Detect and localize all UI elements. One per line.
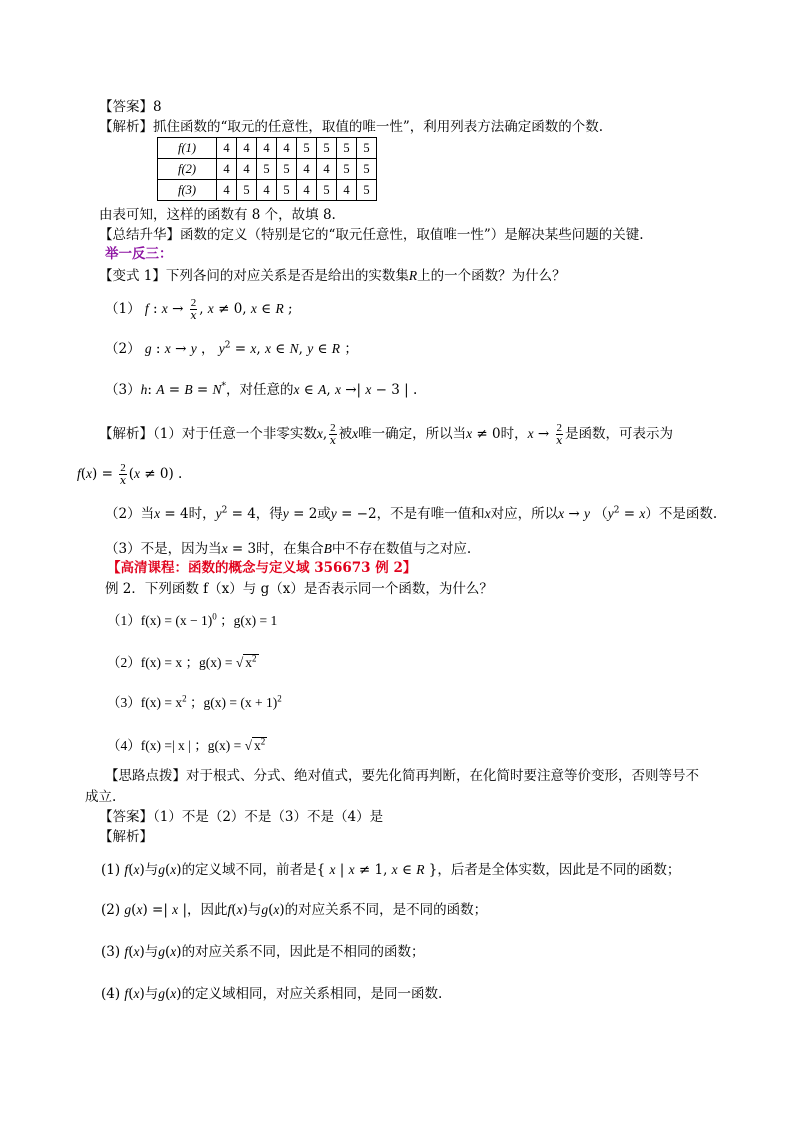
item-prefix: （3） — [105, 382, 141, 398]
table-cell: 4 — [257, 138, 277, 159]
text: ，不是有唯一值和 — [376, 506, 485, 522]
text: 的对应关系不同，是不同的函数； — [284, 902, 488, 918]
text: 被 — [338, 426, 353, 442]
table-cell: 4 — [217, 138, 237, 159]
item-prefix: （2） — [107, 655, 141, 670]
variant-analysis-p3: （3）不是，因为当x = 3时，在集合B中不存在数值与之对应. — [105, 541, 472, 557]
text: ，因此 — [187, 902, 228, 918]
hint-label: 【思路点拨】 — [105, 768, 186, 784]
variant-text-b: 上的一个函数？为什么？ — [417, 268, 566, 284]
table-cell: 4 — [237, 138, 257, 159]
example-item-1: $(1)f(x) = (x - 1)^0$ ；g(x) = 1 — [107, 611, 278, 628]
item-prefix: （1） — [107, 613, 141, 628]
text: 唯一确定，所以当 — [358, 426, 467, 442]
table-row-head: f(3) — [158, 180, 217, 201]
answer-line — [99, 98, 162, 116]
table-cell: 4 — [337, 180, 357, 201]
variant-analysis-formula: f(x) = $\frac{2}{x}$ (x ≠ 0) . — [77, 462, 183, 487]
table-cell: 5 — [317, 138, 337, 159]
table-cell: 5 — [337, 138, 357, 159]
answer-label: 【答案】 — [99, 99, 153, 115]
variant-analysis-p1: 【解析】（1）对于任意一个非零实数x, $\frac{2}{x}$ 被x唯一确定，所以当x ≠ 0时，x → $\frac{2}{x}$ 是函数，可表示为 — [99, 422, 674, 447]
example-item-2: （2）f(x) = x ；g(x) = √ $x^2$ — [107, 653, 257, 670]
answer2-line — [99, 808, 383, 826]
analysis2-l3: (3) f(x)与g(x)的对应关系不同，因此是不相同的函数； — [101, 944, 425, 960]
text: 时， — [188, 506, 216, 522]
table-cell: 5 — [237, 180, 257, 201]
text: 或 — [317, 506, 331, 522]
table-cell: 5 — [257, 159, 277, 180]
table-cell: 4 — [257, 180, 277, 201]
analysis2-l1: (1) f(x)与g(x)的定义域不同，前者是{ x | x ≠ 1, x ∈ R }，后者是全体实数，因此是不同的函数； — [101, 862, 681, 878]
example-item-4: （4）f(x) =| x | ；g(x) = √ $x^2$ — [107, 736, 266, 753]
variant-item-1: （1） f : x → $\frac{2}{x}$ , x ≠ 0, x ∈ R ; — [105, 297, 293, 322]
table-cell: 5 — [357, 159, 377, 180]
table-cell: 5 — [337, 159, 357, 180]
hint-line — [105, 767, 699, 785]
answer-value: 8 — [153, 99, 162, 115]
table-row-head: f(1) — [158, 138, 217, 159]
variant-label: 【变式 1】 — [99, 268, 166, 284]
answer-label: 【答案】 — [99, 809, 153, 825]
text: 是函数，可表示为 — [565, 426, 674, 442]
summary-line — [99, 226, 644, 244]
table-cell: 5 — [297, 138, 317, 159]
text: 的定义域相同，对应关系相同，是同一函数. — [181, 986, 443, 1002]
summary-label: 【总结升华】 — [99, 227, 180, 243]
item-text: ，对任意的 — [226, 382, 294, 398]
table-cell: 4 — [237, 159, 257, 180]
table-cell: 5 — [277, 159, 297, 180]
item-prefix: （1） — [105, 301, 141, 317]
table-cell: 5 — [357, 138, 377, 159]
analysis-line — [99, 118, 603, 136]
analysis-label: 【解析】 — [99, 119, 153, 135]
variant-analysis-p2: （2）当x = 4时，$y^2 = 4$，得y = 2或y = −2，不是有唯一值和x对应，所以x → y $(y^2 = x)$不是函数. — [105, 505, 718, 522]
text: （3）不是，因为当 — [105, 541, 222, 557]
table-row — [158, 138, 377, 159]
function-table — [157, 137, 377, 201]
text: 的对应关系不同，因此是不相同的函数； — [181, 944, 425, 960]
table-cell: 5 — [277, 180, 297, 201]
text: （ — [594, 506, 608, 522]
analysis2-label: 【解析】 — [99, 829, 153, 845]
table-cell: 4 — [297, 180, 317, 201]
conclusion: 由表可知，这样的函数有 8 个，故填 8. — [99, 207, 336, 223]
practice-heading: 举一反三： — [105, 246, 173, 262]
course-tag: 【高清课程：函数的概念与定义域 356673 例 2】 — [107, 560, 417, 576]
analysis2-l4: (4) f(x)与g(x)的定义域相同，对应关系相同，是同一函数. — [101, 986, 443, 1002]
table-cell: 4 — [277, 138, 297, 159]
analysis-text: 抓住函数的“取元的任意性，取值的唯一性”，利用列表方法确定函数的个数. — [153, 119, 604, 135]
variant-item-3: （3）h: A = B = N*，对任意的x ∈ A, x →| x − 3 | . — [105, 381, 418, 398]
text: ，后者是全体实数，因此是不同的函数； — [437, 862, 681, 878]
variant-var: R — [408, 268, 418, 283]
example-2-title: 例 2．下列函数 f（x）与 g（x）是否表示同一个函数，为什么？ — [105, 581, 493, 597]
variant-item-2: （2） g : x → y ， $y^2 = x$, x ∈ N, y ∈ R ； — [105, 340, 358, 357]
text: （1）对于任意一个非零实数 — [153, 426, 317, 442]
text: 中不存在数值与之对应. — [331, 541, 472, 557]
table-row — [158, 180, 377, 201]
variant-line — [99, 267, 566, 285]
hint-text: 对于根式、分式、绝对值式，要先化简再判断，在化简时要注意等价变形，否则等号不 — [186, 768, 699, 784]
table-row — [158, 159, 377, 180]
analysis-label: 【解析】 — [99, 426, 153, 442]
analysis2-l2: (2) g(x) =| x |，因此f(x)与g(x)的对应关系不同，是不同的函数； — [101, 902, 488, 918]
table-cell: 5 — [357, 180, 377, 201]
hint-line-2: 成立. — [85, 789, 117, 805]
table-cell: 4 — [217, 180, 237, 201]
variant-text: 下列各问的对应关系是否是给出的实数集 — [165, 268, 409, 284]
text: ）不是函数. — [645, 506, 718, 522]
table-row-head: f(2) — [158, 159, 217, 180]
text: ，得 — [255, 506, 283, 522]
table-cell: 4 — [217, 159, 237, 180]
text: 的定义域不同，前者是 — [181, 862, 317, 878]
summary-text: 函数的定义（特别是它的“取元任意性，取值唯一性”）是解决某些问题的关键. — [180, 227, 644, 243]
text: 时，在集合 — [256, 541, 324, 557]
text: 对应，所以 — [490, 506, 559, 522]
item-prefix: （4） — [107, 738, 141, 753]
table-cell: 4 — [297, 159, 317, 180]
answer-text: （1）不是（2）不是（3）不是（4）是 — [153, 809, 384, 825]
example-item-3: $(3)f(x) = x^2$ ；$g(x) = (x + 1)^2$ — [107, 693, 282, 710]
text: （2）当 — [105, 506, 155, 522]
table-cell: 4 — [317, 159, 337, 180]
table-cell: 5 — [317, 180, 337, 201]
text: 时， — [500, 426, 528, 442]
item-prefix: （3） — [107, 695, 141, 710]
item-prefix: （2） — [105, 341, 141, 357]
